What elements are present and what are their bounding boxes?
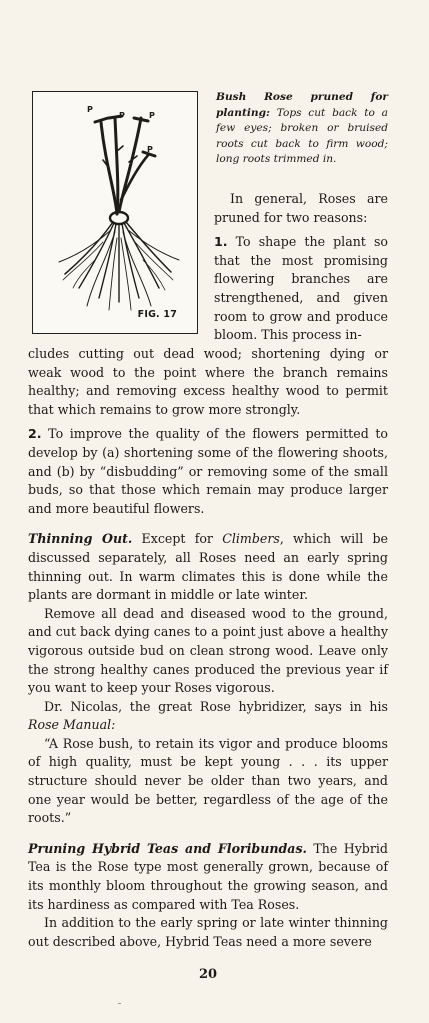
rose-bush-illustration [33, 92, 199, 335]
prune-mark: P [147, 145, 153, 154]
book-page [28, 0, 388, 1023]
reason-one [214, 233, 388, 345]
thinning-text: , which will be discussed separately, all Roses need an early spring thinning out. In warm climates this is done while the plants are dormant in middle or late winter. [28, 531, 388, 603]
reason-two-number: 2. [28, 426, 42, 442]
rose-manual-title: Rose Manual: [28, 717, 116, 733]
page-speck [118, 1003, 121, 1004]
reason-two [28, 425, 388, 518]
thinning-text: Except for [132, 531, 223, 547]
hybrid-text: The Hybrid Tea is the Rose type most generally grown, because of its monthly bloom throughout the growing season, and its hardiness as compared with Tea Roses. [28, 840, 388, 912]
hybrid-heading: Pruning Hybrid Teas and Floribundas. [28, 840, 307, 856]
caption-text: Tops cut back to a few eyes; broken or bruised roots cut back to firm wood; long roots trimmed in. [216, 106, 388, 166]
reason-one-continued: cludes cutting out dead wood; shortening dying or weak wood to the point where the branch remains healthy; and removing excess healthy wood to permit that which remains to grow more strongly. [28, 346, 388, 417]
intro-paragraph: In general, Roses are pruned for two reasons: [214, 191, 388, 225]
rose-pruning-figure [32, 91, 198, 334]
reason-one-number: 1. [214, 234, 228, 250]
prune-mark: P [119, 111, 125, 120]
page-number: 20 [198, 967, 218, 982]
intro-column [214, 190, 388, 345]
thinning-remove-paragraph: Remove all dead and diseased wood to the ground, and cut back dying canes to a point just above a healthy vigorous outside bud on clean strong wood. Leave only the strong healthy canes produced the previous year if you want to keep your Roses vigorous. [28, 605, 388, 696]
prune-mark: P [87, 105, 93, 114]
climbers-term: Climbers [222, 531, 280, 547]
thinning-heading: Thinning Out. [28, 531, 133, 547]
hybrid-continued: In addition to the early spring or late winter thinning out described above, Hybrid Teas need a more severe [28, 915, 388, 949]
thinning-paragraph [28, 530, 388, 604]
reason-one-text: To shape the plant so that the most promising flowering branches are strengthened, and given room to grow and produce bloom. This process in- [214, 234, 388, 343]
figure-label: FIG. 17 [137, 309, 177, 321]
caption-title: Bush Rose pruned for planting: [216, 91, 388, 119]
figure-caption [216, 90, 388, 168]
prune-mark: P [149, 111, 155, 120]
reason-two-text: To improve the quality of the flowers permitted to develop by (a) shortening some of the flowering shoots, and (b) by “disbudding” or removing some of the small buds, so that those which remain may produce larger and more beautiful flowers. [28, 426, 388, 516]
nicolas-paragraph [28, 698, 388, 735]
body-text [28, 345, 388, 951]
nicolas-text: Dr. Nicolas, the great Rose hybridizer, says in his [44, 698, 388, 714]
hybrid-paragraph [28, 840, 388, 914]
nicolas-quote: “A Rose bush, to retain its vigor and produce blooms of high quality, must be kept young . . . its upper structure should never be older than two years, and one year would be better, regardless of the age of the roots.” [28, 735, 388, 826]
